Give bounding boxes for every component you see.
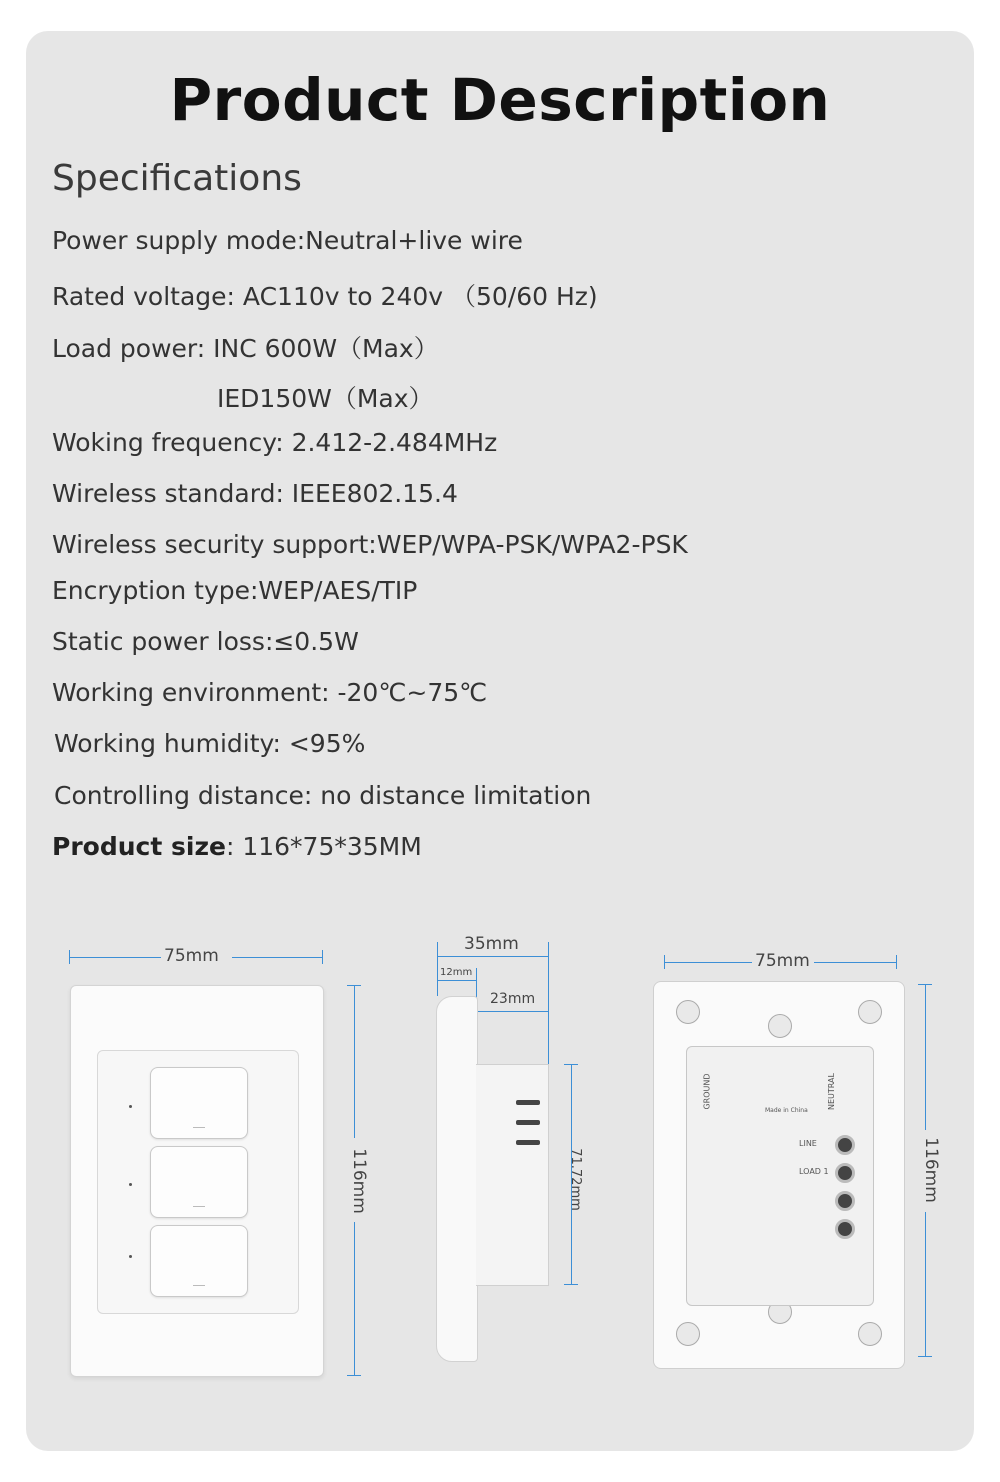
- product-size-value: : 116*75*35MM: [225, 832, 422, 861]
- rocker-button-2: [150, 1146, 248, 1218]
- ground-label: GROUND: [702, 1073, 712, 1110]
- front-height-line-bottom: [354, 1222, 355, 1375]
- led-indicator-3: [129, 1255, 132, 1258]
- front-height-label: 116mm: [348, 1148, 369, 1214]
- side-depth-tick-left: [437, 942, 438, 956]
- spec-wireless-standard: Wireless standard: IEEE802.15.4: [52, 479, 458, 508]
- back-width-line-right: [814, 962, 896, 963]
- spec-load-power-ied: IED150W（Max）: [217, 384, 434, 413]
- neutral-label: NEUTRAL: [826, 1073, 836, 1110]
- mount-hole-bottom-right: [858, 1322, 882, 1346]
- spec-rated-voltage: Rated voltage: AC110v to 240v （50/60 Hz): [52, 282, 598, 311]
- spec-distance: Controlling distance: no distance limitation: [54, 781, 592, 810]
- spec-security: Wireless security support:WEP/WPA-PSK/WPA2-PSK: [52, 530, 688, 559]
- side-height-tick-bottom: [564, 1284, 578, 1285]
- side-depth-tick-right: [548, 942, 549, 956]
- specifications-heading: Specifications: [52, 158, 302, 199]
- front-width-line-right: [232, 957, 322, 958]
- screw-hole-top: [768, 1014, 792, 1038]
- mount-hole-top-left: [676, 1000, 700, 1024]
- switch-side-body: [476, 1064, 549, 1286]
- side-depth-label: 35mm: [464, 934, 519, 954]
- mount-hole-bottom-left: [676, 1322, 700, 1346]
- switch-front-view: [70, 985, 324, 1377]
- rocker-button-3: [150, 1225, 248, 1297]
- switch-side-plate: [436, 996, 478, 1362]
- vent-slot-1: [516, 1100, 540, 1105]
- spec-load-power: Load power: INC 600W（Max）: [52, 334, 439, 363]
- front-width-label: 75mm: [164, 946, 219, 966]
- spec-frequency: Woking frequency: 2.412-2.484MHz: [52, 428, 498, 457]
- front-width-tick-right: [322, 950, 323, 964]
- line-terminal-screw: [835, 1135, 855, 1155]
- line-terminal-label: LINE: [799, 1139, 817, 1148]
- terminal-screw-3: [835, 1191, 855, 1211]
- side-plate-guide-left: [437, 956, 438, 996]
- spec-power-loss: Static power loss:≤0.5W: [52, 627, 359, 656]
- vent-slot-2: [516, 1120, 540, 1125]
- vent-slot-3: [516, 1140, 540, 1145]
- switch-back-view: [653, 981, 905, 1369]
- spec-environment: Working environment: -20℃~75℃: [52, 678, 488, 707]
- spec-encryption: Encryption type:WEP/AES/TIP: [52, 576, 418, 605]
- rocker-button-1: [150, 1067, 248, 1139]
- spec-product-size: [52, 832, 422, 861]
- terminal-screw-4: [835, 1219, 855, 1239]
- front-height-line-top: [354, 985, 355, 1138]
- load-terminal-screw: [835, 1163, 855, 1183]
- back-height-line-bottom: [925, 1212, 926, 1356]
- side-plate-line: [437, 980, 476, 981]
- mount-hole-top-right: [858, 1000, 882, 1024]
- back-width-line-left: [664, 962, 752, 963]
- led-indicator-1: [129, 1105, 132, 1108]
- side-body-guide-right: [548, 956, 549, 1064]
- side-body-label: 23mm: [490, 991, 536, 1007]
- product-size-label: Product size: [52, 832, 226, 861]
- back-width-tick-right: [896, 955, 897, 969]
- switch-inner-frame: [97, 1050, 299, 1314]
- load-terminal-label: LOAD 1: [799, 1167, 829, 1176]
- side-body-line: [476, 1011, 548, 1012]
- side-depth-line: [437, 956, 548, 957]
- front-height-tick-bottom: [347, 1375, 361, 1376]
- front-width-line-left: [69, 957, 161, 958]
- back-height-label: 116mm: [920, 1137, 941, 1203]
- side-height-label: 71.72mm: [567, 1148, 583, 1211]
- spec-power-supply: Power supply mode:Neutral+live wire: [52, 226, 523, 255]
- back-module: [686, 1046, 874, 1306]
- back-height-line-top: [925, 984, 926, 1130]
- spec-humidity: Working humidity: <95%: [54, 729, 366, 758]
- back-height-tick-bottom: [918, 1356, 932, 1357]
- led-indicator-2: [129, 1183, 132, 1186]
- side-plate-label: 12mm: [440, 967, 473, 978]
- made-in-label: Made in China: [765, 1107, 808, 1114]
- back-width-label: 75mm: [755, 951, 810, 971]
- page-title: Product Description: [169, 66, 831, 134]
